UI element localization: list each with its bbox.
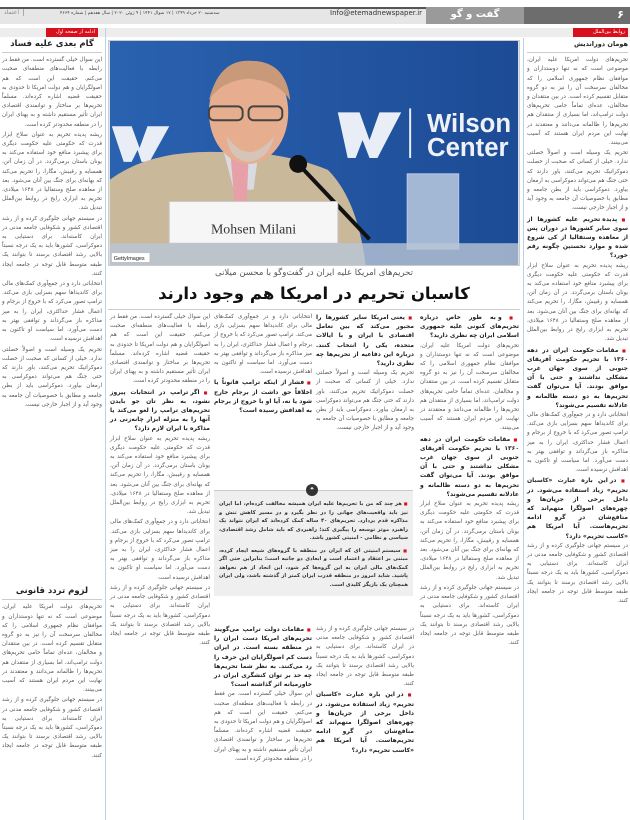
body-column-1 — [420, 313, 519, 649]
paragraph: ریشه پدیده تحریم به عنوان سلاح ابزار قدرت که حکومتی علیه حکومت دیگری برای پیشبرد منافع خود استفاده می‌کند به یونان باستان برمی‌گردد. در آن زمان آتن، همسایه و رقیبش، مگارا، را تحریم می‌کند که بهانه‌ای برای جنگ بین آنان می‌شود. بعد از معاهده صلح وستفالیا در ۱۶۴۸ میلادی، تحریم به ابزاری رایج در روابط بین‌الملل تبدیل شد. — [2, 131, 102, 212]
newspaper-logo: اعتماد — [4, 9, 24, 16]
body-column-4 — [110, 313, 210, 649]
left-article-body-2 — [2, 603, 102, 760]
paragraph: در سیستم جهانی جلوگیری کرده و از رشد اقتصادی کشور و شکوفایی جامعه مدنی در ایران کاسته‌اند. برای دستیابی به دموکراسی، کشورها باید به یک درجه نسبتاً بالایی رشد اقتصادی برسند تا بتوانند یک طبقه متوسط قابل توجه در جامعه ایجاد کنند. — [2, 215, 102, 277]
paragraph: این سوال خیلی گسترده است. من فقط در رابطه با فعالیت‌های منطقه‌ای صحبت می‌کنم. حقیقت این است که هم اصولگرایان و هم دولت امریکا تا حدودی به حقیقت قضیه اشاره کرده‌اند. مسلماً تحریم‌ها بر ساختار و توانمندی اقتصادی ایران تأثیر مستقیم داشته و به پهنای ایران را در منطقه محدودتر کرده است. — [110, 314, 210, 385]
column-divider — [523, 38, 524, 820]
wilson-brand-text: Wilson — [426, 110, 512, 139]
date-line: سه‌شنبه ۲۰ خرداد ۱۳۹۹ | ۱۷ شوال ۱۴۴۱ | ۹ ژوئن ۲۰۲۰ | سال هفدهم | شماره ۴۶۶۴ — [60, 11, 220, 16]
interview-question: ■ و به طور خاص درباره تحریم‌های کنونی علیه جمهوری اسلامی ایران چه نظری دارید؟ — [420, 313, 519, 341]
pull-quote: ■ سیستم امنیتی ای که ایران در منطقه با گروه‌های شیعه ایجاد کرده، مبتنی بر اعتقاد و اعتماد است و ابعادی دو جانبه است؛ بنابراین حتی اگر کمک‌های مالی ایران به این گروه‌ها کم شود، این اتحاد از هم نخواهد پاشید. شاید امروز در منطقه قدرت ایران کمتر از گذشته باشد، ولی ایران همچنان یک بازیگر کلیدی است. — [219, 547, 408, 590]
section-label-international: روابط بین‌الملل — [573, 28, 628, 37]
paragraph: تحریم یک وسیله است و اصولاً خصلتی ندارد. خیلی از کسانی که صحبت از خصلت دموکراتیک تحریم می‌کنند، باور دارند که حتی جنگ هم می‌تواند دموکراسی به ارمغان بیاورد. دموکراسی باید از بطن جامعه و مطابق با خصوصیات آن جامعه به وجود آید و از اجبار خارجی نیست. — [316, 370, 414, 432]
left-article-title-2: لزوم تردد قانونی — [2, 587, 102, 600]
paragraph: تحریم‌های دولت امریکا علیه ایران، موضوعی است که نه تنها دوستداران و موافقان نظام جمهوری اسلامی را که مخالفان سرسخت آن را نیز به دو گروه متقابل تقسیم کرده است. در بین منتقدان و مخالفان، عده‌ای تماماً حامی تحریم‌های دولت ترامپ‌اند، اما بسیاری از منتقدان هم تحریم‌ها را ظالمانه می‌دانند و معتقدند در نهایت این مردم ایران هستند که آسیب می‌بینند. — [2, 604, 102, 694]
paragraph: در سیستم جهانی جلوگیری کرده و از رشد اقتصادی کشور و شکوفایی جامعه مدنی در ایران کاسته‌اند. برای دستیابی به دموکراسی، کشورها باید به یک درجه نسبتاً بالایی رشد اقتصادی برسند تا بتوانند یک طبقه متوسط قابل توجه در جامعه ایجاد کنند. — [110, 584, 210, 647]
pull-quote: ■ هر چند که من با تحریم‌ها علیه ایران همیشه مخالفت کرده‌ام، اما ایران نیز باید واقعیت‌های جهانی را در نظر بگیرد و در مسیر کاهش تنش و مذاکره قدم بردارد. تحریم‌های ۴۰ ساله کمک کرده‌اند که ایران نتواند یک راهبرد موثر توسعه را پیگیری کند؛ راهبردی که باید شامل رشد اقتصادی، سیاسی و نظامی - امنیتی کشور باشد. — [219, 500, 408, 543]
interview-question: ■ مقامات دولت ترامپ می‌گویند تحریم‌های امریکا دست ایران را در منطقه بسته است. در ایران دست کم اصولگرایان این حرف را رد می‌کنند. به نظر شما تحریم‌ها چه حد بر توان کنشگری ایران در خاورمیانه اثر گذاشته است؟ — [214, 625, 312, 689]
paragraph: در سیستم جهانی جلوگیری کرده و از رشد اقتصادی کشور و شکوفایی جامعه مدنی در ایران کاسته‌اند. برای دستیابی به دموکراسی، کشورها باید به یک درجه نسبتاً بالایی رشد اقتصادی برسند تا بتوانند یک طبقه متوسط قابل توجه در جامعه ایجاد کنند. — [527, 542, 628, 604]
right-article-body — [527, 56, 628, 606]
paragraph: در سیستم جهانی جلوگیری کرده و از رشد اقتصادی کشور و شکوفایی جامعه مدنی در ایران کاسته‌اند. برای دستیابی به دموکراسی، کشورها باید به یک درجه نسبتاً بالایی رشد اقتصادی برسند تا بتوانند یک طبقه متوسط قابل توجه در جامعه ایجاد کنند. — [420, 584, 519, 647]
paragraph: ریشه پدیده تحریم به عنوان سلاح ابزار قدرت که حکومتی علیه حکومت دیگری برای پیشبرد منافع خود استفاده می‌کند به یونان باستان برمی‌گردد. در آن زمان آتن، همسایه و رقیبش، مگارا، را تحریم می‌کند که بهانه‌ای برای جنگ بین آنان می‌شود. بعد از معاهده صلح وستفالیا در ۱۶۴۸ میلادی، تحریم به ابزاری رایج در روابط بین‌الملل تبدیل شد. — [420, 501, 519, 581]
body-column-2-bottom — [316, 625, 414, 756]
paragraph: انتخاباتی دارد و در جمع‌آوری کمک‌های مالی برای کاندیداها سهم بسزایی بازی می‌کند. ترامپ تصور می‌کرد که با خروج از برجام و اعمال فشار حداکثری، ایران را به میز مذاکره باز می‌گرداند و توافقی بهتر به دست می‌آورد. اما سیاست او تاکنون به اهدافش نرسیده است. — [2, 281, 102, 343]
paragraph: ریشه پدیده تحریم به عنوان سلاح ابزار قدرت که حکومتی علیه حکومت دیگری برای پیشبرد منافع خود استفاده می‌کند به یونان باستان برمی‌گردد. در آن زمان آتن، همسایه و رقیبش، مگارا، را تحریم می‌کند که بهانه‌ای برای جنگ بین آنان می‌شود. بعد از معاهده صلح وستفالیا در ۱۶۴۸ میلادی، تحریم به ابزاری رایج در روابط بین‌الملل تبدیل شد. — [527, 262, 628, 343]
left-column — [2, 40, 102, 762]
paragraph: ریشه پدیده تحریم به عنوان سلاح ابزار قدرت که حکومتی علیه حکومت دیگری برای پیشبرد منافع خود استفاده می‌کند به یونان باستان برمی‌گردد. در آن زمان آتن، همسایه و رقیبش، مگارا، را تحریم می‌کند که بهانه‌ای برای جنگ بین آنان می‌شود. بعد از معاهده صلح وستفالیا در ۱۶۴۸ میلادی، تحریم به ابزاری رایج در روابط بین‌الملل تبدیل شد. — [110, 435, 210, 516]
interview-question: ■ یعنی امریکا سایر کشورها را مجبور می‌کند که بین تعامل اقتصادی با ایران و با ایالات متحده، یکی را انتخاب کنند. درباره این دفاعیه از تحریم‌ها چه نظری دارید؟ — [316, 313, 414, 368]
interview-question: ■ مقامات حکومت ایران در دهه ۱۳۶۰ با تحریم حکومت آفریقای جنوبی از سوی جهان غرب مشکلی نداشتند و حتی با آن موافق بودند. آیا می‌توان گفت تحریم‌ها به دو دسته ظالمانه و عادلانه تقسیم می‌شوند؟ — [420, 435, 519, 499]
interview-question: ■ در این باره عبارت «کاسبان تحریم» زیاد استفاده می‌شود. در داخل برخی از جریان‌ها و چهره‌های اصولگرا متهم‌اند که منافع‌شان در گرو ادامه تحریم‌هاست. آیا امریکا هم «کاسب تحریم» دارد؟ — [316, 690, 414, 754]
interview-question: ■ اگر ترامپ در انتخابات پیروز نشود، به نظر تان جو بایدن تحریم‌های ترامپ را لغو می‌کند یا آنها را به منزله ابزار چانه‌زنی در مذاکره با ایران لازم دارد؟ — [110, 388, 210, 434]
paragraph: تحریم‌های دولت امریکا علیه ایران، موضوعی است که نه تنها دوستداران و موافقان نظام جمهوری اسلامی را که مخالفان سرسخت آن را نیز به دو گروه متقابل تقسیم کرده است. در بین منتقدان و مخالفان، عده‌ای تماماً حامی تحریم‌های دولت ترامپ‌اند، اما بسیاری از منتقدان هم تحریم‌ها را ظالمانه می‌دانند و معتقدند در نهایت این مردم ایران هستند که آسیب می‌بینند. — [420, 342, 519, 432]
article-headline: کاسبان تحریم در امریکا هم وجود دارند — [158, 284, 470, 303]
body-column-3-top — [214, 313, 312, 416]
email-link[interactable]: Info@etemadnewspaper.ir — [330, 9, 423, 17]
interview-question: ■ مقامات حکومت ایران در دهه ۱۳۶۰ با تحریم حکومت آفریقای جنوبی از سوی جهان غرب مشکلی نداشتند و حتی با آن موافق بودند. آیا می‌توان گفت تحریم‌ها به دو دسته ظالمانه و عادلانه تقسیم می‌شوند؟ — [527, 346, 628, 410]
headline-rule — [108, 309, 520, 310]
column-divider — [105, 28, 106, 820]
section-title: گفت و گو — [426, 7, 524, 24]
paragraph: تحریم‌های دولت امریکا علیه ایران، موضوعی است که نه تنها دوستداران و موافقان نظام جمهوری اسلامی را که مخالفان سرسخت آن را نیز به دو گروه متقابل تقسیم کرده است. در بین منتقدان و مخالفان، عده‌ای تماماً حامی تحریم‌های دولت ترامپ‌اند، اما بسیاری از منتقدان هم تحریم‌ها را ظالمانه می‌دانند و معتقدند در نهایت این مردم ایران هستند که آسیب می‌بینند. — [527, 57, 628, 147]
nameplate-text: Mohsen Milani — [210, 222, 297, 238]
paragraph: این سوال خیلی گسترده است. من فقط در رابطه با فعالیت‌های منطقه‌ای صحبت می‌کنم. حقیقت این است که هم اصولگرایان و هم دولت امریکا تا حدودی به حقیقت قضیه اشاره کرده‌اند. مسلماً تحریم‌ها بر ساختار و توانمندی اقتصادی ایران تأثیر مستقیم داشته و به پهنای ایران را در منطقه محدودتر کرده است. — [214, 691, 312, 762]
paragraph: انتخاباتی دارد و در جمع‌آوری کمک‌های مالی برای کاندیداها سهم بسزایی بازی می‌کند. ترامپ تصور می‌کرد که با خروج از برجام و اعمال فشار حداکثری، ایران را به میز مذاکره باز می‌گرداند و توافقی بهتر به دست می‌آورد. اما سیاست او تاکنون به اهدافش نرسیده است. — [527, 411, 628, 474]
author-name: هومان دوراندیش — [527, 40, 628, 53]
paragraph: انتخاباتی دارد و در جمع‌آوری کمک‌های مالی برای کاندیداها سهم بسزایی بازی می‌کند. ترامپ تصور می‌کرد که با خروج از برجام و اعمال فشار حداکثری، ایران را به میز مذاکره باز می‌گرداند و توافقی بهتر به دست می‌آورد. اما سیاست او تاکنون به اهدافش نرسیده است. — [110, 519, 210, 581]
interview-question: ■ پدیده تحریم علیه کشورها از سوی سایر کشورها در دوران پس از معاهده وستفالیا از کی شروع شده و موارد نخستین چگونه رقم خورد؟ — [527, 215, 628, 261]
paragraph: در سیستم جهانی جلوگیری کرده و از رشد اقتصادی کشور و شکوفایی جامعه مدنی در ایران کاسته‌اند. برای دستیابی به دموکراسی، کشورها باید به یک درجه نسبتاً بالایی رشد اقتصادی برسند تا بتوانند یک طبقه متوسط قابل توجه در جامعه ایجاد کنند. — [2, 697, 102, 759]
article-photo — [108, 40, 520, 266]
left-article-body — [2, 56, 102, 581]
paragraph: تحریم یک وسیله است و اصولاً خصلتی ندارد. خیلی از کسانی که صحبت از خصلت دموکراتیک تحریم می‌کنند، باور دارند که حتی جنگ هم می‌تواند دموکراسی به ارمغان بیاورد. دموکراسی باید از بطن جامعه و مطابق با خصوصیات آن جامعه به وجود آید و از اجبار خارجی نیست. — [2, 346, 102, 408]
interview-question: ■ در این باره عبارت «کاسبان تحریم» زیاد استفاده می‌شود. در داخل برخی از جریان‌ها و چهره‌های اصولگرا متهم‌اند که منافع‌شان در گرو ادامه تحریم‌هاست. آیا امریکا هم «کاسب تحریم» دارد؟ — [527, 476, 628, 540]
article-kicker: تحریم‌های امریکا علیه ایران در گفت‌و‌گو با محسن میلانی — [214, 268, 413, 278]
right-column — [527, 40, 628, 607]
paragraph: انتخاباتی دارد و در جمع‌آوری کمک‌های مالی برای کاندیداها سهم بسزایی بازی می‌کند. ترامپ تصور می‌کرد که با خروج از برجام و اعمال فشار حداکثری، ایران را به میز مذاکره باز می‌گرداند و توافقی بهتر به دست می‌آورد. اما سیاست او تاکنون به اهدافش نرسیده است. — [214, 314, 312, 376]
quote-icon: ❝ — [306, 484, 318, 496]
center-brand-text: Center — [426, 133, 509, 162]
page-number: ۶ — [524, 7, 630, 24]
photo-credit: GettyImages — [113, 256, 145, 263]
body-column-2-top — [316, 313, 414, 435]
interview-question: ■ فشار از اینکه ترامپ قانوناً یا اخلاقاً حق داشت از برجام خارج شود یا نه، آیا او با خروج از برجام به اهدافش رسیده است؟ — [214, 378, 312, 415]
left-article-title: گام بعدی علیه فساد — [2, 40, 102, 53]
section-label-continued: ادامه از صفحه اول — [46, 28, 98, 37]
paragraph: تحریم یک وسیله است و اصولاً خصلتی ندارد. خیلی از کسانی که صحبت از خصلت دموکراتیک تحریم می‌کنند، باور دارند که حتی جنگ هم می‌تواند دموکراسی به ارمغان بیاورد. دموکراسی باید از بطن جامعه و مطابق با خصوصیات آن جامعه به وجود آید و از اجبار خارجی نیست. — [527, 150, 628, 212]
body-column-3-bottom — [214, 625, 312, 765]
pull-quote-box — [214, 490, 413, 596]
paragraph: این سوال خیلی گسترده است. من فقط در رابطه با فعالیت‌های منطقه‌ای صحبت می‌کنم. حقیقت این است که هم اصولگرایان و هم دولت امریکا تا حدودی به حقیقت قضیه اشاره کرده‌اند. مسلماً تحریم‌ها بر ساختار و توانمندی اقتصادی ایران تأثیر مستقیم داشته و به پهنای ایران را در منطقه محدودتر کرده است. — [2, 57, 102, 128]
paragraph: در سیستم جهانی جلوگیری کرده و از رشد اقتصادی کشور و شکوفایی جامعه مدنی در ایران کاسته‌اند. برای دستیابی به دموکراسی، کشورها باید به یک درجه نسبتاً بالایی رشد اقتصادی برسند تا بتوانند یک طبقه متوسط قابل توجه در جامعه ایجاد کنند. — [316, 626, 414, 688]
